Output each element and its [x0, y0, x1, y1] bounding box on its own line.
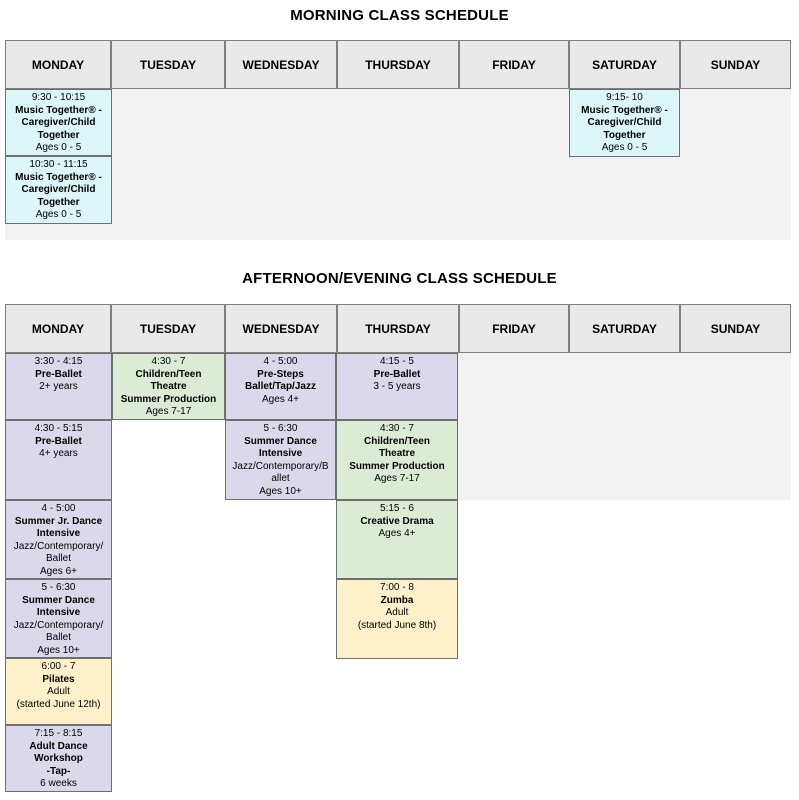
afternoon-grid-background — [458, 353, 791, 500]
class-time: 7:00 - 8 — [380, 582, 414, 593]
class-ages: Ages 0 - 5 — [35, 209, 82, 220]
class-time: 4 - 5:00 — [263, 356, 298, 367]
class-name: Pilates — [42, 673, 75, 685]
class-time: 4 - 5:00 — [41, 503, 76, 514]
class-detail: Jazz/Contemporary/ Ballet Ages 6+ — [13, 540, 104, 577]
class-name: Zumba — [380, 594, 414, 606]
class-time: 4:30 - 7 — [151, 356, 186, 367]
class-name: Creative Drama — [360, 515, 434, 527]
morning-header-sunday: SUNDAY — [680, 40, 791, 89]
class-detail: 2+ years — [39, 381, 78, 392]
class-detail: Adult (started June 12th) — [16, 686, 101, 710]
afternoon-day-header-row — [5, 304, 791, 353]
afternoon-class-thursday-3 — [336, 500, 458, 579]
morning-header-thursday: THURSDAY — [337, 40, 459, 89]
class-detail: Adult (started June 8th) — [357, 607, 437, 631]
afternoon-class-monday-2 — [5, 420, 112, 500]
class-name: Pre-Ballet — [35, 435, 82, 447]
class-time: 4:30 - 7 — [380, 423, 414, 434]
afternoon-class-thursday-4 — [336, 579, 458, 659]
class-time: 5 - 6:30 — [263, 423, 298, 434]
morning-header-friday: FRIDAY — [459, 40, 569, 89]
class-detail: 4+ years — [39, 448, 78, 459]
morning-class-monday-2 — [5, 156, 112, 224]
class-name: Summer Jr. Dance Intensive — [14, 515, 103, 539]
afternoon-class-thursday-1 — [336, 353, 458, 420]
class-time: 5 - 6:30 — [41, 582, 76, 593]
afternoon-class-wednesday-1 — [225, 353, 336, 420]
class-name: Pre-Ballet — [373, 368, 421, 380]
afternoon-header-monday: MONDAY — [5, 304, 111, 353]
class-time: 4:30 - 5:15 — [34, 423, 83, 434]
class-name: Music Together® - Caregiver/Child Together — [15, 171, 102, 208]
class-detail: Ages 7-17 — [374, 473, 420, 484]
class-name: Summer Dance Intensive — [22, 594, 95, 618]
afternoon-class-monday-4 — [5, 579, 112, 658]
morning-class-monday-1 — [5, 89, 112, 156]
class-time: 7:15 - 8:15 — [34, 728, 83, 739]
class-ages: Ages 0 - 5 — [35, 142, 82, 153]
class-ages: Ages 0 - 5 — [601, 142, 648, 153]
afternoon-header-thursday: THURSDAY — [337, 304, 459, 353]
class-name: Adult Dance Workshop -Tap- — [29, 740, 88, 777]
afternoon-class-monday-1 — [5, 353, 112, 420]
class-name: Summer Dance Intensive — [244, 435, 317, 459]
class-time: 4:15 - 5 — [380, 356, 414, 367]
class-name: Children/Teen Theatre Summer Production — [349, 435, 445, 472]
afternoon-class-monday-6 — [5, 725, 112, 792]
afternoon-title: AFTERNOON/EVENING CLASS SCHEDULE — [242, 270, 557, 287]
afternoon-class-monday-5 — [5, 658, 112, 725]
afternoon-header-wednesday: WEDNESDAY — [225, 304, 337, 353]
afternoon-class-tuesday-1 — [112, 353, 225, 420]
afternoon-class-thursday-2 — [336, 420, 458, 500]
afternoon-class-monday-3 — [5, 500, 112, 579]
class-time: 6:00 - 7 — [41, 661, 76, 672]
class-detail: Ages 7-17 — [145, 406, 192, 417]
class-time: 9:30 - 10:15 — [31, 92, 86, 103]
morning-title: MORNING CLASS SCHEDULE — [290, 7, 509, 24]
morning-header-tuesday: TUESDAY — [111, 40, 225, 89]
class-time: 9:15- 10 — [606, 92, 643, 103]
afternoon-header-tuesday: TUESDAY — [111, 304, 225, 353]
morning-header-saturday: SATURDAY — [569, 40, 680, 89]
morning-class-saturday-1 — [569, 89, 680, 157]
class-name: Pre-Steps Ballet/Tap/Jazz — [245, 368, 316, 392]
class-name: Pre-Ballet — [35, 368, 82, 380]
afternoon-header-friday: FRIDAY — [459, 304, 569, 353]
afternoon-header-saturday: SATURDAY — [569, 304, 680, 353]
class-name: Children/Teen Theatre Summer Production — [120, 368, 217, 405]
class-detail: 6 weeks — [40, 778, 77, 789]
morning-header-monday: MONDAY — [5, 40, 111, 89]
class-detail: 3 - 5 years — [373, 381, 421, 392]
class-time: 5:15 - 6 — [380, 503, 414, 514]
class-time: 3:30 - 4:15 — [34, 356, 83, 367]
afternoon-header-sunday: SUNDAY — [680, 304, 791, 353]
afternoon-class-wednesday-2 — [225, 420, 336, 500]
class-detail: Ages 4+ — [378, 528, 416, 539]
class-detail: Jazz/Contemporary/ Ballet Ages 10+ — [13, 619, 104, 656]
class-detail: Ages 4+ — [262, 393, 299, 405]
morning-header-wednesday: WEDNESDAY — [225, 40, 337, 89]
class-name: Music Together® - Caregiver/Child Together — [15, 104, 102, 141]
class-detail: Jazz/Contemporary/B allet Ages 10+ — [232, 460, 329, 497]
class-time: 10:30 - 11:15 — [29, 159, 88, 170]
class-name: Music Together® - Caregiver/Child Together — [581, 104, 668, 141]
morning-day-header-row — [5, 40, 791, 89]
